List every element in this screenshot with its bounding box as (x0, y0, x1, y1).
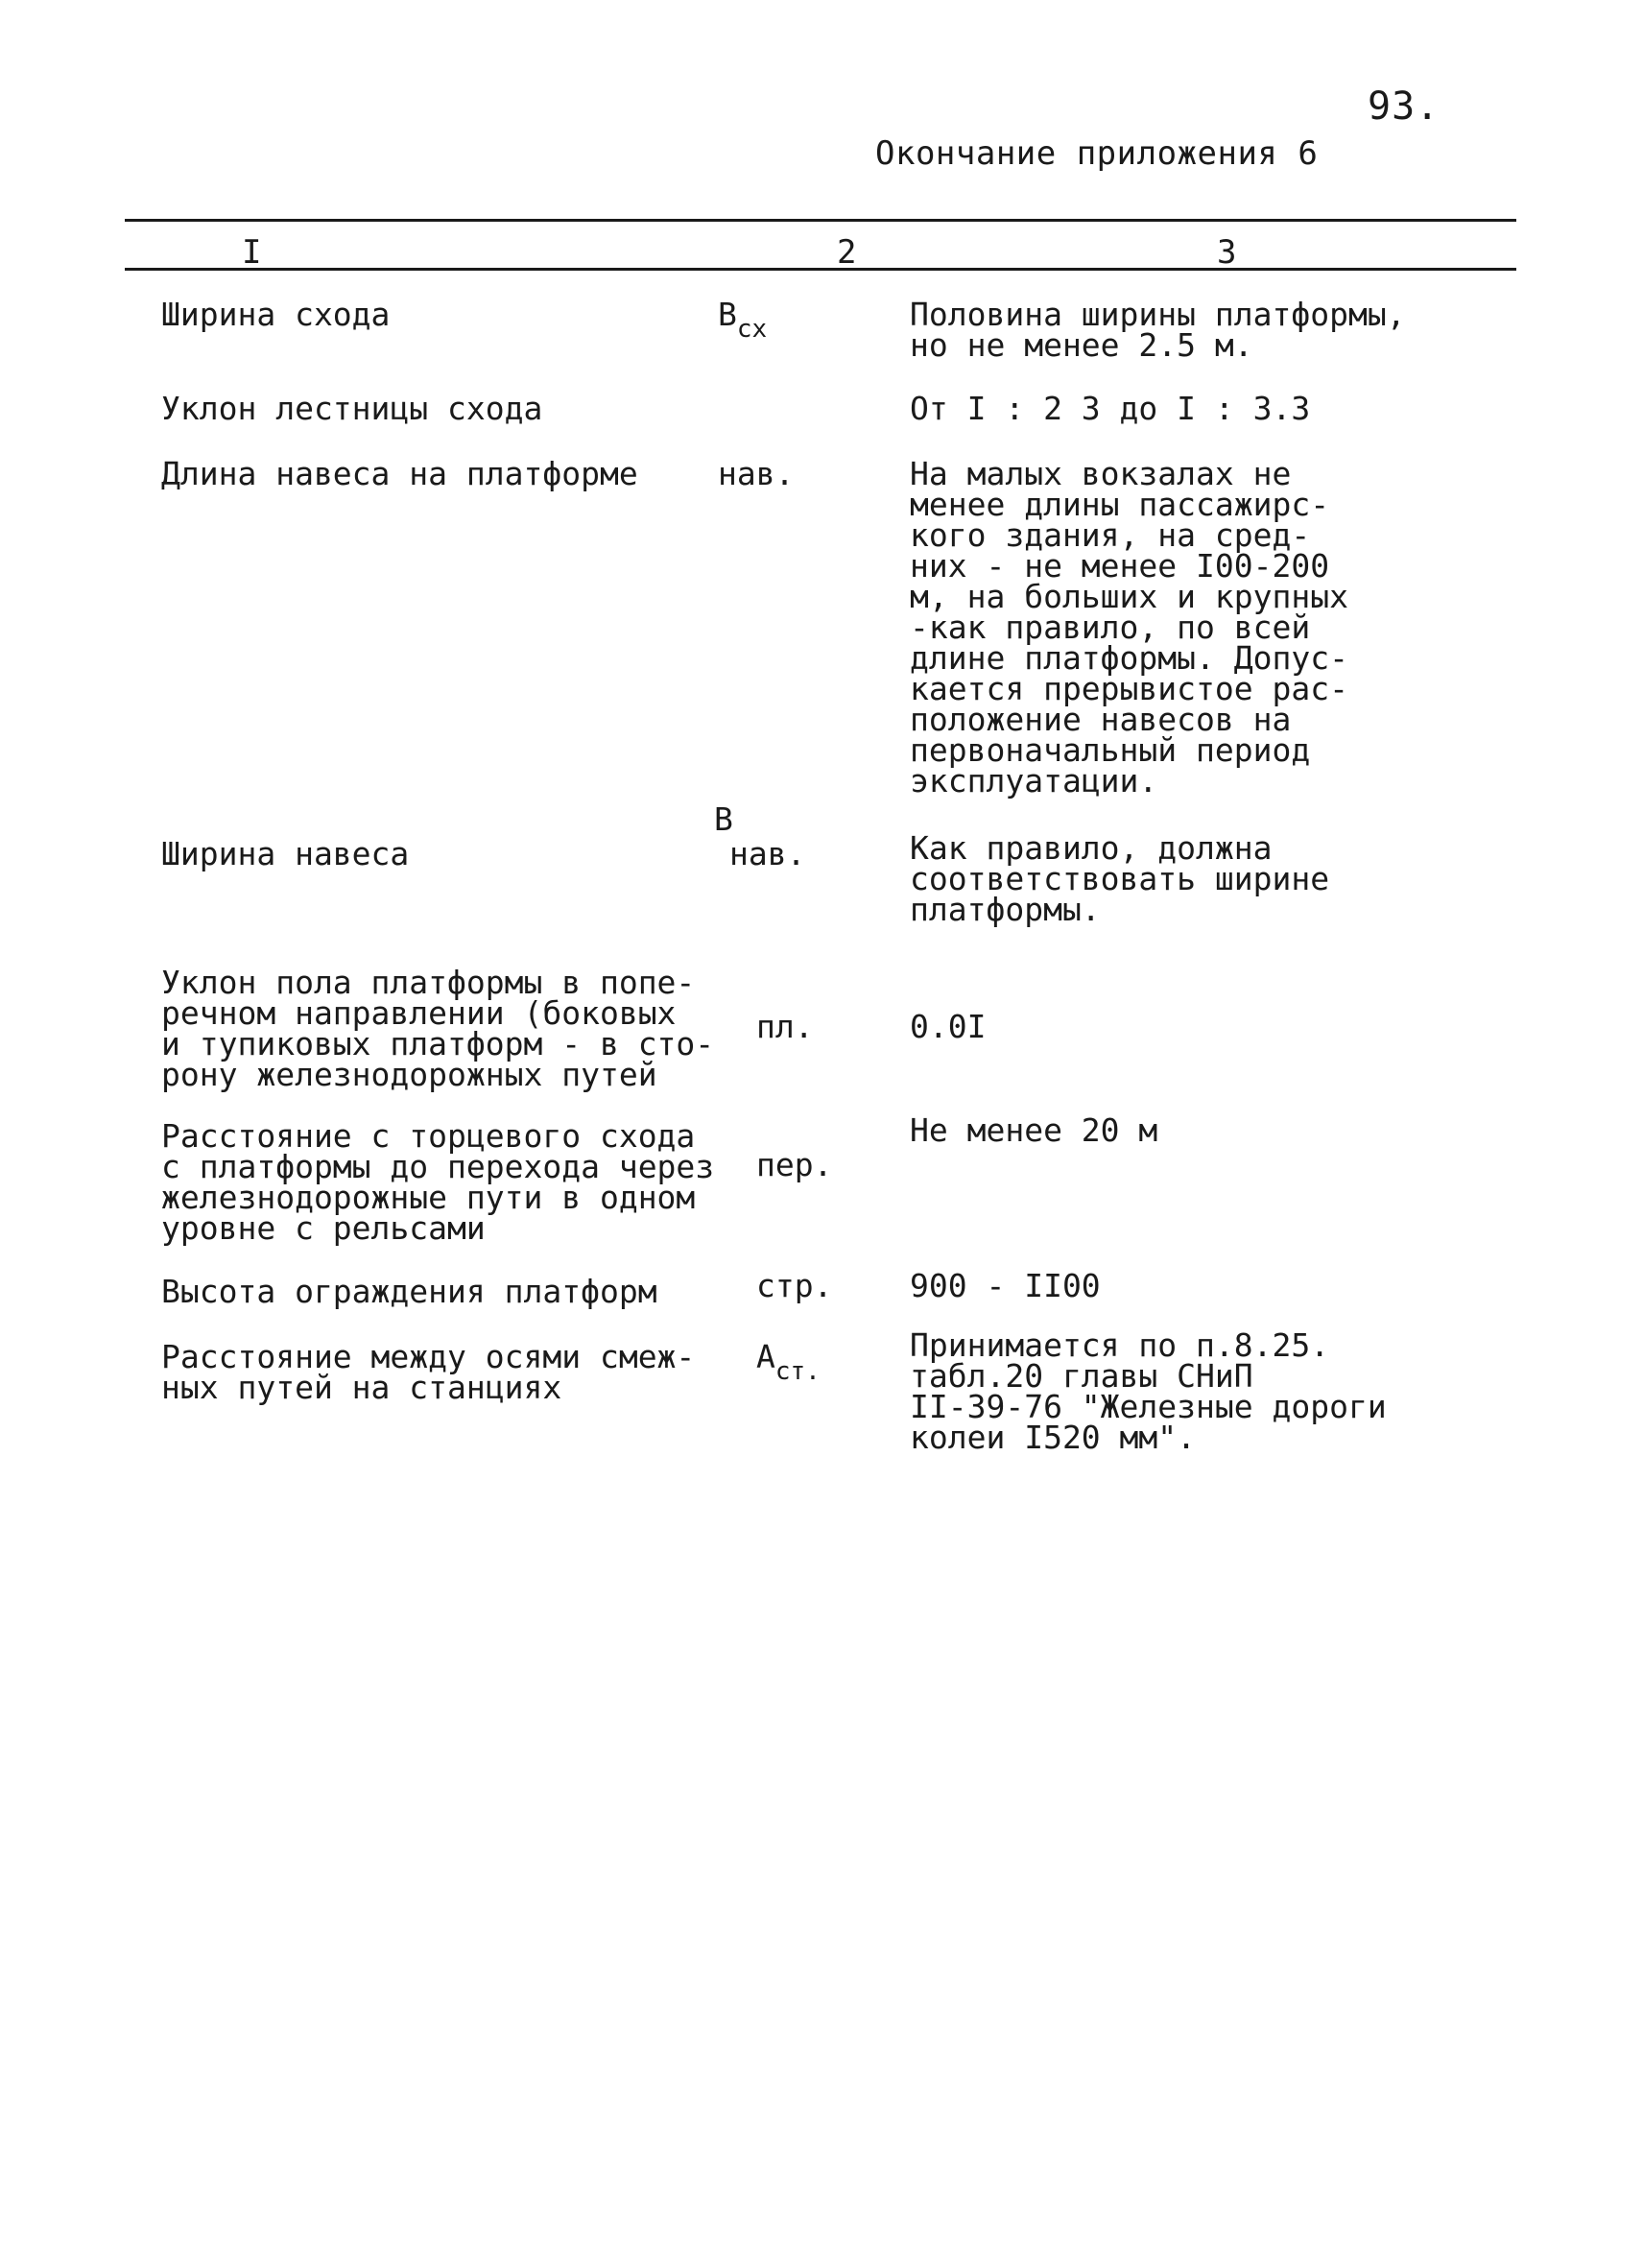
param-name: Ширина схода (161, 296, 391, 333)
param-symbol (718, 296, 768, 344)
table-head-rule (125, 268, 1516, 271)
param-name: Длина навеса на платформе (161, 455, 638, 492)
param-value: Как правило, должна соответствовать ширине платформы. (910, 829, 1330, 928)
param-symbol: пер. (756, 1146, 833, 1183)
param-name: Расстояние с торцевого схода с платформы до перехода через железнодорожные пути в одном уровне с рельсами (161, 1117, 715, 1247)
page-number: 93. (1368, 84, 1441, 129)
param-value: Не менее 20 м (910, 1111, 1158, 1149)
column-header-1: I (242, 233, 262, 272)
symbol-subscript: сх (736, 315, 768, 344)
param-name: Уклон лестницы схода (161, 390, 543, 427)
symbol-main: А (756, 1338, 775, 1375)
param-symbol: нав. (718, 455, 795, 492)
param-symbol: пл. (756, 1008, 814, 1045)
column-header-3: 3 (1217, 233, 1237, 272)
param-value: Половина ширины платформы, но не менее 2.5 м. (910, 296, 1406, 364)
param-symbol: стр. (756, 1267, 833, 1304)
param-name: Уклон пола платформы в попе- речном направлении (боковых и тупиковых платформ - в сто- рону железнодорожных путей (161, 964, 715, 1093)
appendix-title: Окончание приложения 6 (875, 134, 1319, 173)
param-name: Высота ограждения платформ (161, 1273, 657, 1310)
param-value: На малых вокзалах не менее длины пассажирс- кого здания, на сред- них - не менее I00-200 м, на больших и крупных -как правило, по всей длине платформы. Допус- кается прерывистое рас- положение навесов на первоначальный период эксплуатации. (910, 455, 1348, 800)
symbol-subscript: ст. (774, 1357, 821, 1386)
param-value: 0.0I (910, 1008, 987, 1045)
param-symbol: нав. (729, 835, 806, 872)
param-value: 900 - II00 (910, 1267, 1101, 1304)
param-symbol-top: В (714, 800, 733, 838)
column-header-2: 2 (837, 233, 857, 272)
param-value: От I : 2 3 до I : 3.3 (910, 390, 1311, 427)
param-name: Расстояние между осями смеж- ных путей на станциях (161, 1338, 696, 1406)
param-name: Ширина навеса (161, 835, 410, 872)
param-symbol (756, 1338, 821, 1386)
table-top-rule (125, 219, 1516, 222)
param-value: Принимается по п.8.25. табл.20 главы СНиП II-39-76 "Железные дороги колеи I520 мм". (910, 1326, 1387, 1456)
symbol-main: В (718, 296, 737, 333)
